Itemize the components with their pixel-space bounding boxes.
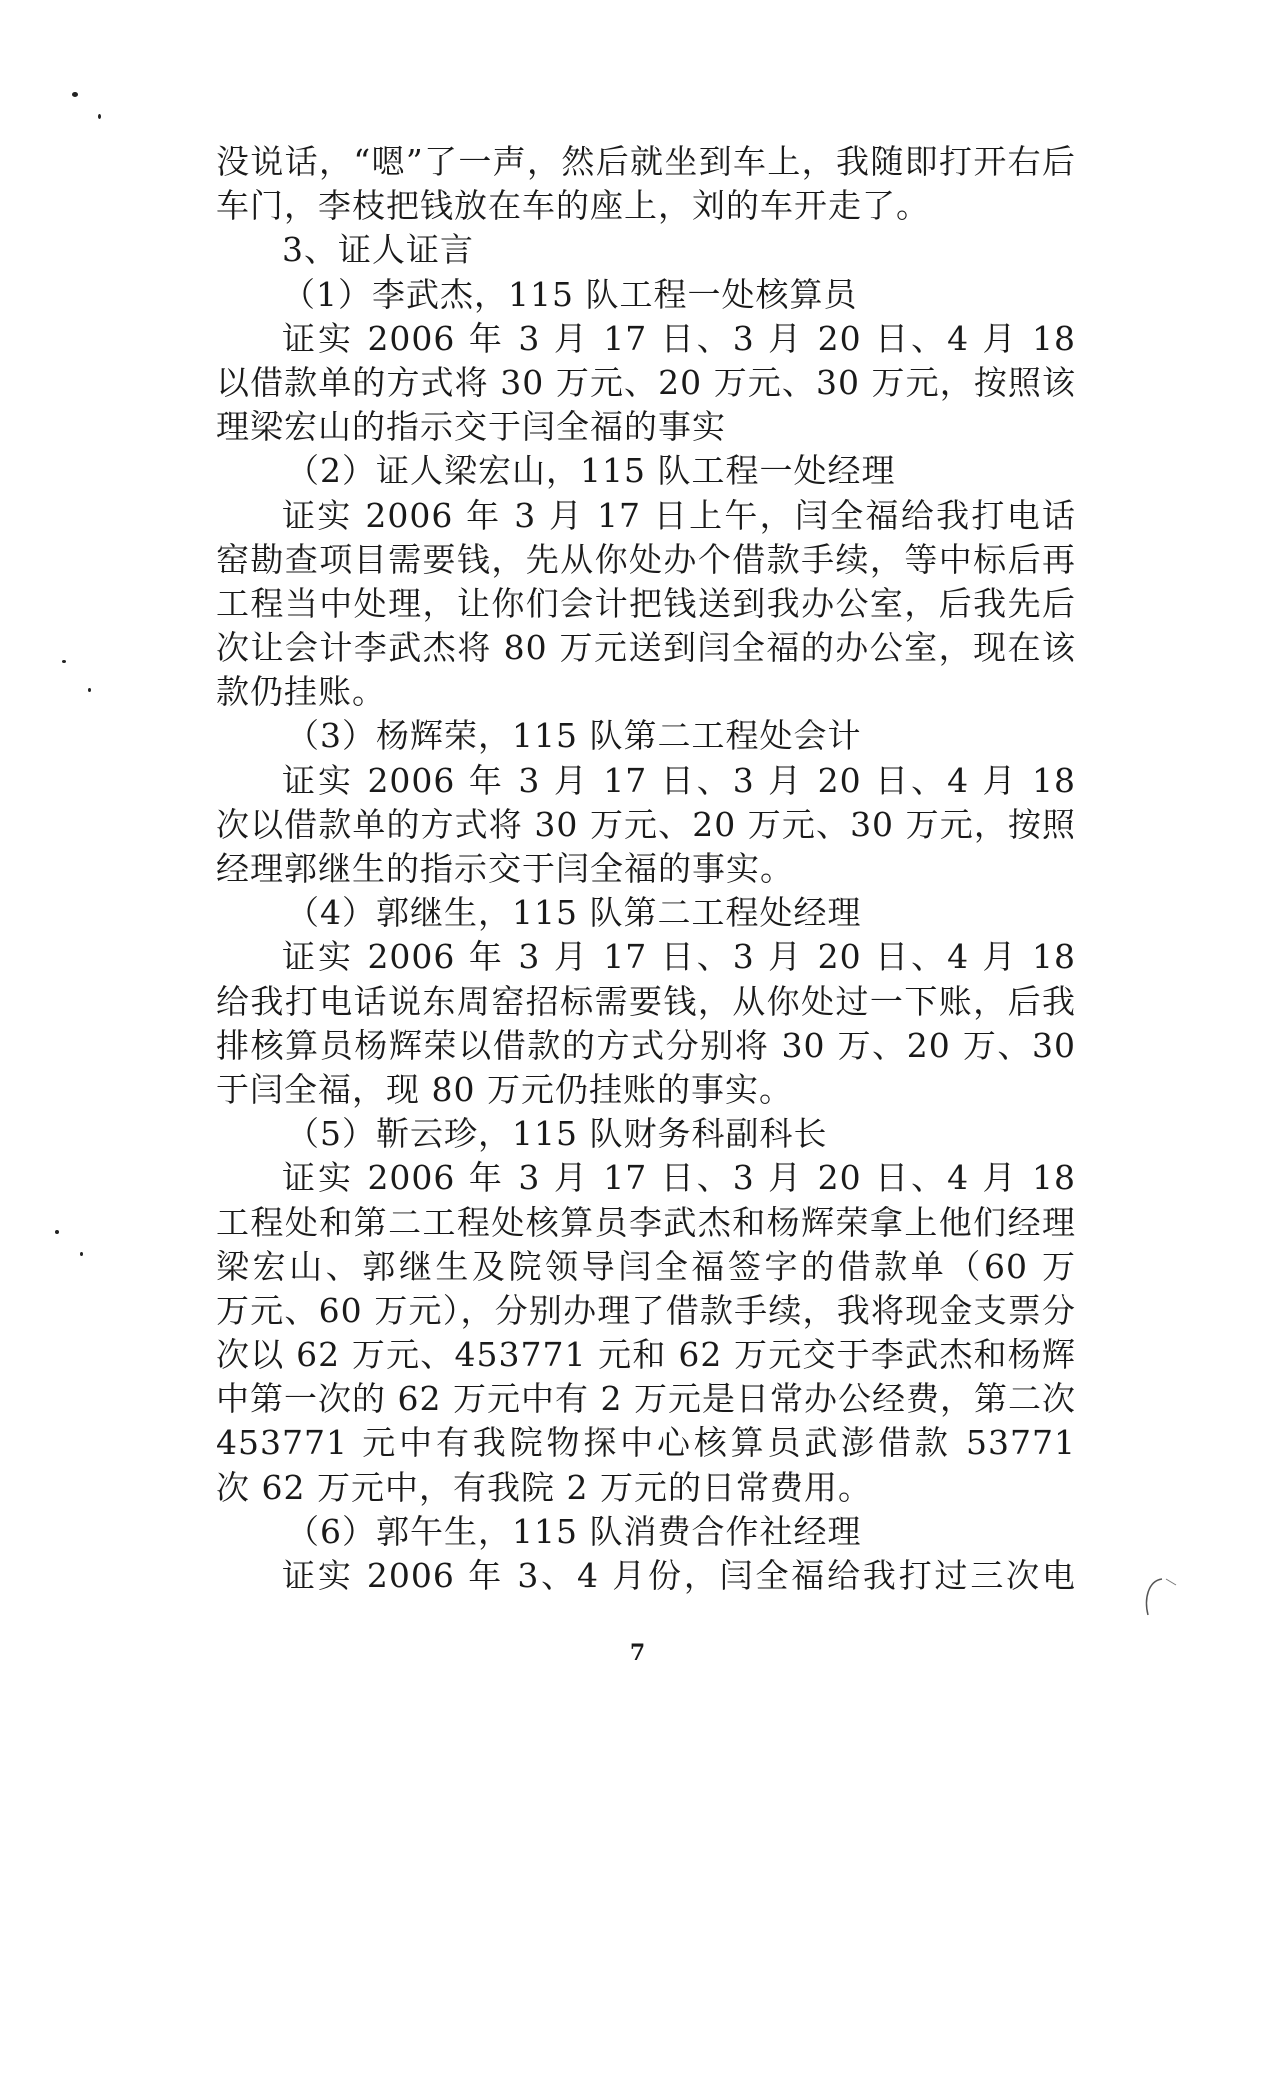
text-line: 没说话，“嗯”了一声，然后就坐到车上，我随即打开右后: [216, 142, 1076, 181]
text-line: （2）证人梁宏山，115 队工程一处经理: [286, 451, 896, 491]
text-line: （3）杨辉荣，115 队第二工程处会计: [286, 716, 862, 756]
text-line: 款仍挂账。: [216, 672, 386, 712]
scan-speck: [88, 688, 91, 692]
text-line: 经理郭继生的指示交于闫全福的事实。: [216, 849, 794, 888]
text-line: 证实 2006 年 3 月 17 日、3 月 20 日、4 月 18: [282, 760, 1076, 800]
scan-speck: [72, 92, 78, 97]
text-line: （4）郭继生，115 队第二工程处经理: [286, 893, 862, 933]
text-line: 于闫全福，现 80 万元仍挂账的事实。: [216, 1069, 793, 1109]
text-line: （5）靳云珍，115 队财务科副科长: [286, 1114, 828, 1154]
text-line: 证实 2006 年 3 月 17 日、3 月 20 日、4 月 18: [282, 937, 1076, 977]
text-line: 以借款单的方式将 30 万元、20 万元、30 万元，按照该: [216, 362, 1076, 402]
text-line: 3、证人证言: [282, 230, 474, 270]
text-line: 理梁宏山的指示交于闫全福的事实: [216, 407, 726, 447]
text-line: 453771 元中有我院物探中心核算员武澎借款 53771: [216, 1423, 1076, 1463]
text-line: 窑勘查项目需要钱，先从你处办个借款手续，等中标后再: [216, 539, 1076, 579]
text-line: 万元、60 万元），分别办理了借款手续，我将现金支票分: [216, 1290, 1076, 1330]
text-line: 车门，李枝把钱放在车的座上，刘的车开走了。: [216, 186, 930, 226]
scan-speck: [62, 660, 66, 663]
scan-mark: [1140, 1575, 1180, 1635]
text-line: 排核算员杨辉荣以借款的方式分别将 30 万、20 万、30: [216, 1025, 1076, 1065]
text-line: （6）郭午生，115 队消费合作社经理: [286, 1511, 862, 1551]
text-line: 证实 2006 年 3、4 月份，闫全福给我打过三次电: [282, 1556, 1076, 1595]
document-body: [216, 140, 1076, 1598]
text-line: 次让会计李武杰将 80 万元送到闫全福的办公室，现在该: [216, 628, 1076, 668]
text-line: 中第一次的 62 万元中有 2 万元是日常办公经费，第二次: [216, 1379, 1076, 1419]
text-line: 工程处和第二工程处核算员李武杰和杨辉荣拿上他们经理: [216, 1202, 1076, 1242]
scan-speck: [55, 1230, 59, 1234]
page-number: 7: [629, 1640, 646, 1666]
text-line: 次 62 万元中，有我院 2 万元的日常费用。: [216, 1467, 872, 1507]
text-line: （1）李武杰，115 队工程一处核算员: [282, 274, 858, 314]
text-line: 次以 62 万元、453771 元和 62 万元交于李武杰和杨辉: [216, 1335, 1076, 1375]
scan-speck: [98, 114, 101, 119]
text-line: 证实 2006 年 3 月 17 日上午，闫全福给我打电话: [282, 495, 1076, 535]
text-line: 次以借款单的方式将 30 万元、20 万元、30 万元，按照: [216, 804, 1076, 844]
text-line: 给我打电话说东周窑招标需要钱，从你处过一下账，后我: [216, 981, 1076, 1021]
text-line: 证实 2006 年 3 月 17 日、3 月 20 日、4 月 18: [282, 318, 1076, 358]
text-line: 工程当中处理，让你们会计把钱送到我办公室，后我先后: [216, 583, 1076, 623]
scan-speck: [80, 1252, 83, 1256]
text-line: 梁宏山、郭继生及院领导闫全福签字的借款单（60 万: [216, 1246, 1076, 1286]
text-line: 证实 2006 年 3 月 17 日、3 月 20 日、4 月 18: [282, 1158, 1076, 1198]
